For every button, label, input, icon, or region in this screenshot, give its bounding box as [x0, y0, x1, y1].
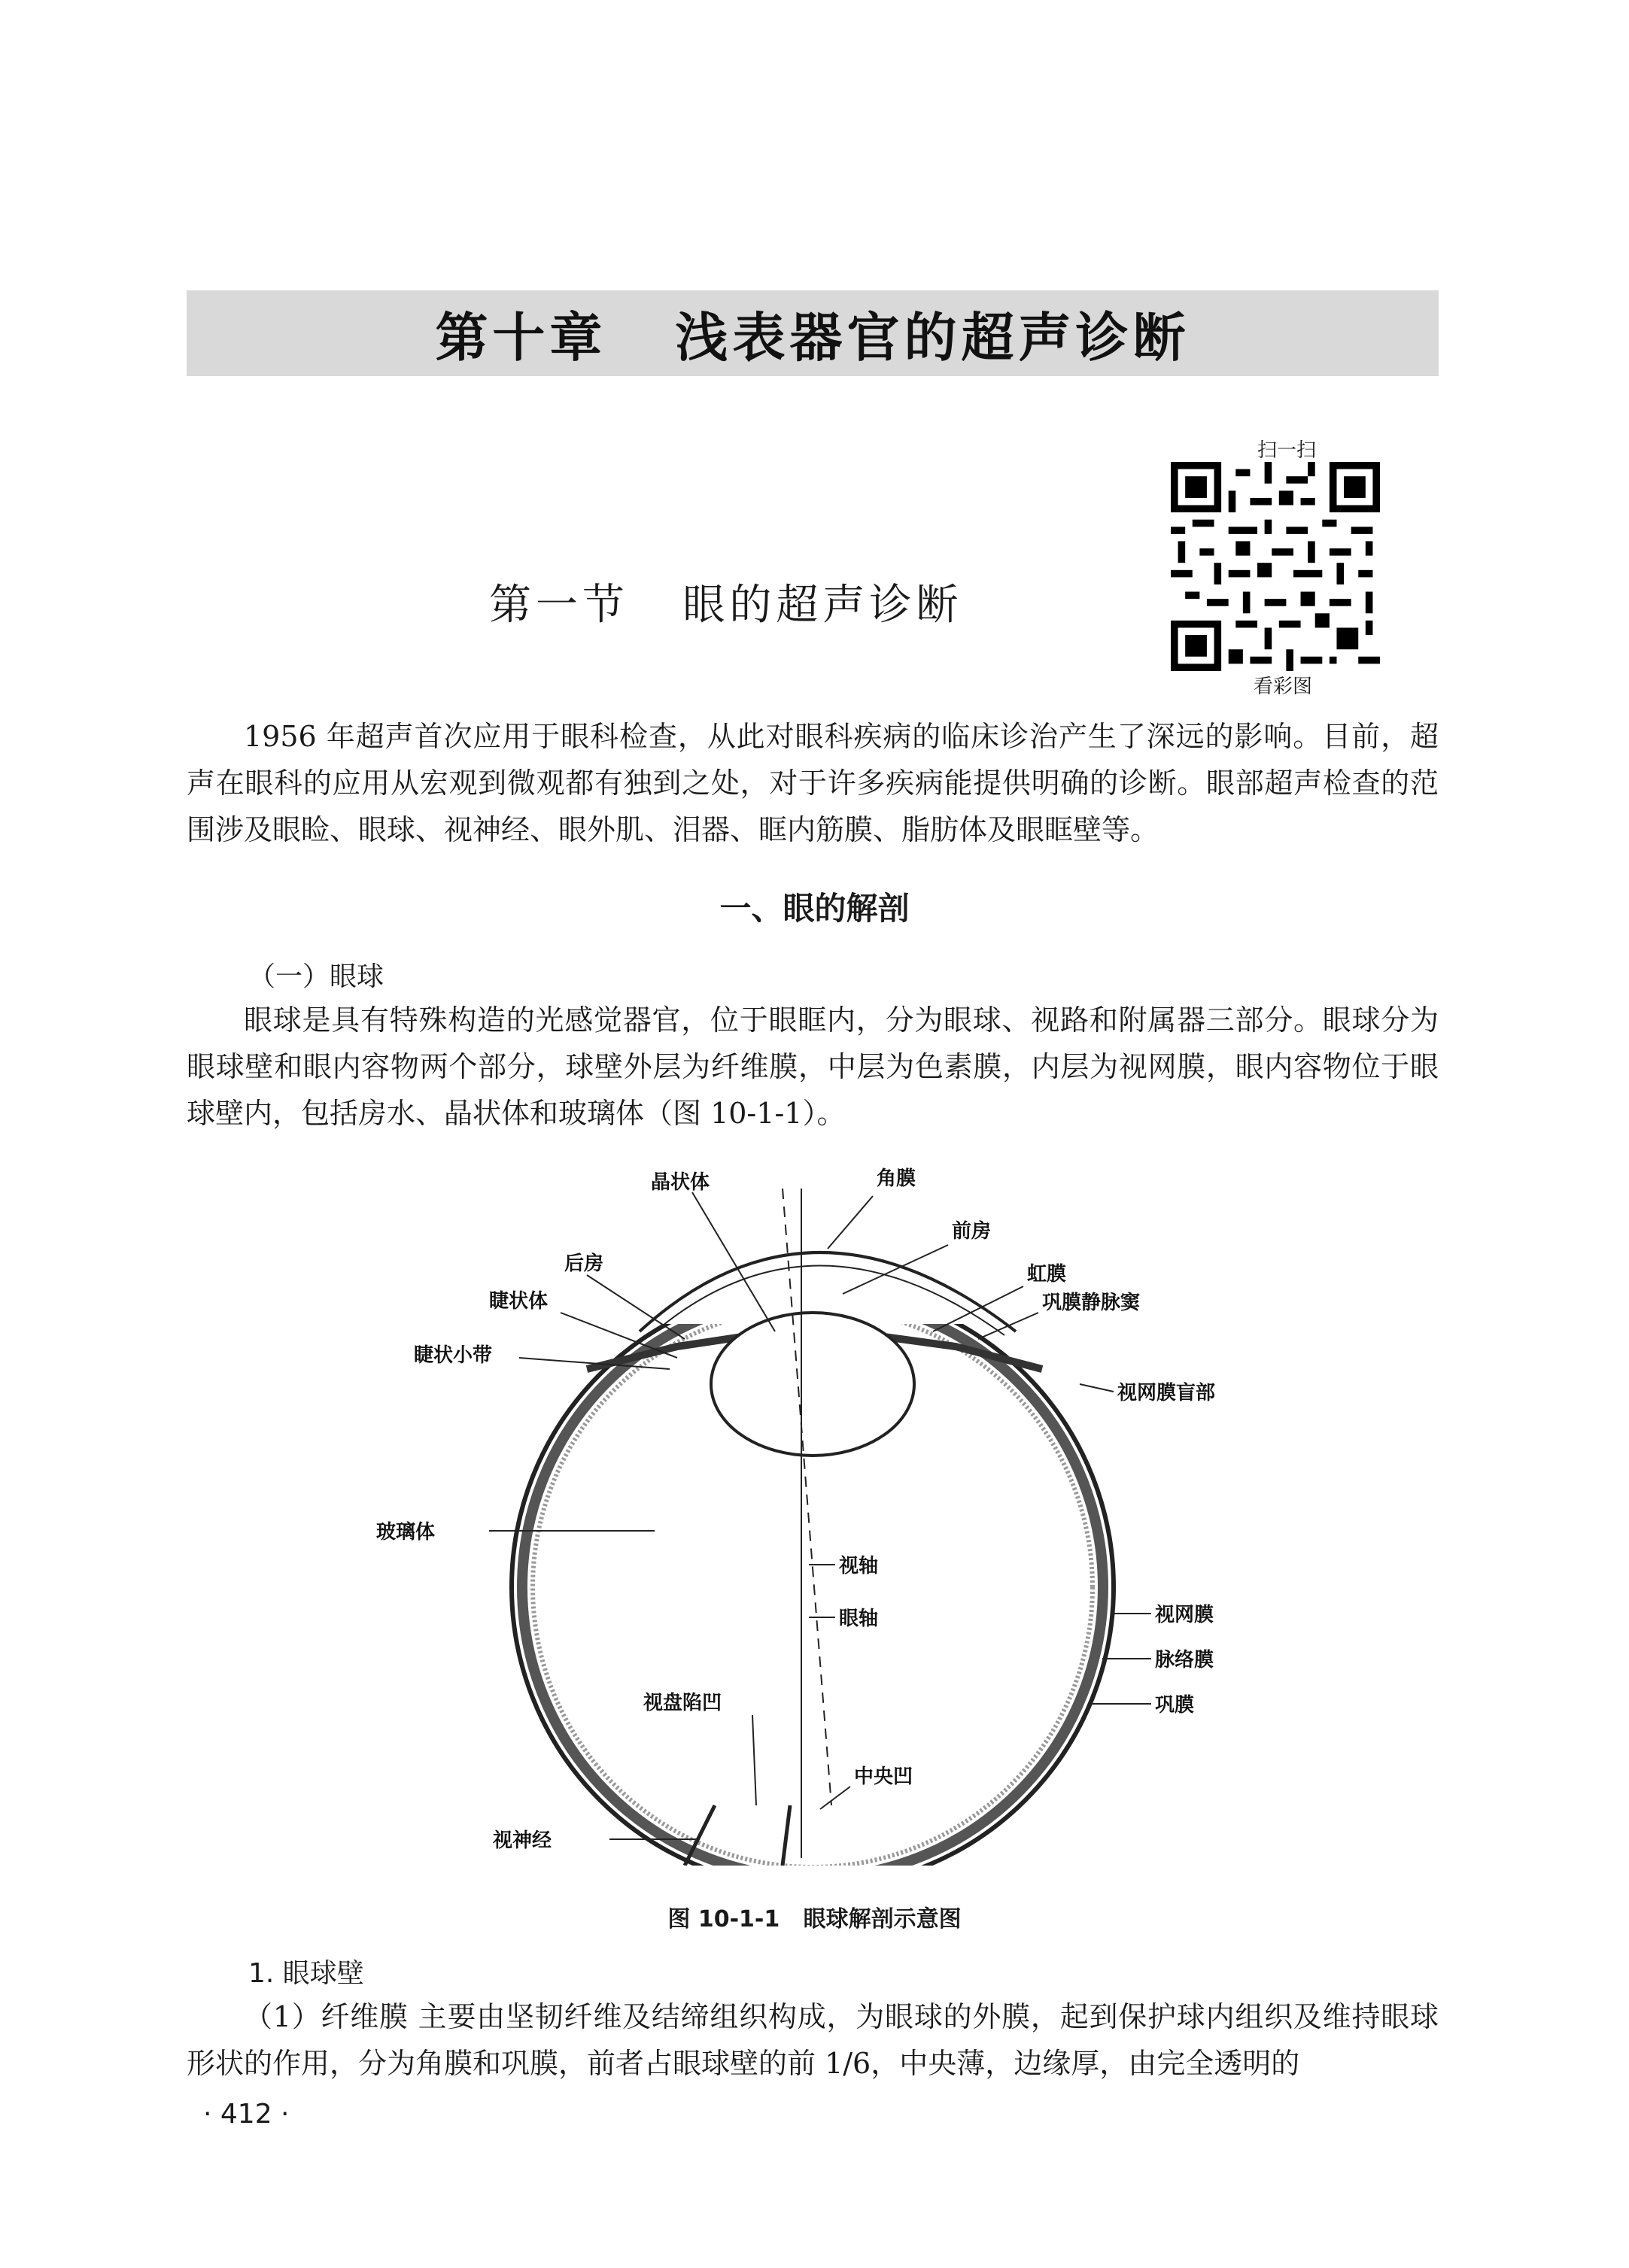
label-retina: 视网膜	[1155, 1604, 1214, 1626]
label-visual-axis: 视轴	[839, 1555, 879, 1577]
label-sclera: 巩膜	[1155, 1694, 1195, 1717]
label-ora-serrata: 视网膜盲部	[1117, 1382, 1216, 1404]
qr-bottom-label: 看彩图	[1253, 676, 1312, 698]
subsection-title: 一、眼的解剖	[719, 890, 910, 927]
label-optic-axis: 眼轴	[839, 1608, 879, 1630]
label-iris: 虹膜	[1027, 1263, 1067, 1286]
eyeball-wall-heading: 1. 眼球壁	[248, 1958, 364, 1989]
label-zonule: 睫状小带	[414, 1344, 493, 1367]
label-choroid: 脉络膜	[1155, 1649, 1214, 1671]
eye-anatomy-figure	[361, 1143, 1294, 1866]
fibrous-paragraph: （1）纤维膜 主要由坚韧纤维及结缔组织构成，为眼球的外膜，起到保护球内组织及维持眼球形状的作用，分为角膜和巩膜，前者占眼球壁的前 1/6，中央薄，边缘厚，由完全透明的	[187, 2000, 1439, 2080]
label-scleral-venous-sinus: 巩膜静脉窦	[1042, 1292, 1141, 1314]
label-optic-disc: 视盘陷凹	[643, 1692, 722, 1714]
section-title: 第一节 眼的超声诊断	[489, 581, 963, 630]
lens-shape	[711, 1313, 914, 1456]
qr-top-label: 扫一扫	[1257, 439, 1316, 462]
chapter-title: 第十章 浅表器官的超声诊断	[435, 306, 1190, 369]
qr-code[interactable]	[1171, 462, 1380, 671]
label-ciliary-body: 睫状体	[489, 1290, 549, 1313]
intro-paragraph: 1956 年超声首次应用于眼科检查，从此对眼科疾病的临床诊治产生了深远的影响。目前，超声在眼科的应用从宏观到微观都有独到之处，对于许多疾病能提供明确的诊断。眼部超声检查的范围涉及眼睑、眼球、视神经、眼外肌、泪器、眶内筋膜、脂肪体及眼眶壁等。	[187, 720, 1439, 846]
label-posterior-chamber: 后房	[564, 1252, 604, 1275]
label-lens: 晶状体	[651, 1171, 710, 1194]
eyeball-heading: （一）眼球	[248, 961, 384, 992]
label-optic-nerve: 视神经	[493, 1829, 552, 1852]
eyeball-paragraph: 眼球是具有特殊构造的光感觉器官，位于眼眶内，分为眼球、视路和附属器三部分。眼球分为眼球壁和眼内容物两个部分，球壁外层为纤维膜，中层为色素膜，内层为视网膜，眼内容物位于眼球壁内，包括房水、晶状体和玻璃体（图 10-1-1）。	[187, 1003, 1439, 1130]
label-fovea: 中央凹	[854, 1766, 913, 1788]
page-number: · 412 ·	[203, 2099, 290, 2130]
label-cornea: 角膜	[877, 1167, 916, 1190]
label-vitreous: 玻璃体	[376, 1521, 436, 1544]
figure-caption: 图 10-1-1 眼球解剖示意图	[667, 1906, 962, 1933]
label-anterior-chamber: 前房	[952, 1220, 992, 1243]
